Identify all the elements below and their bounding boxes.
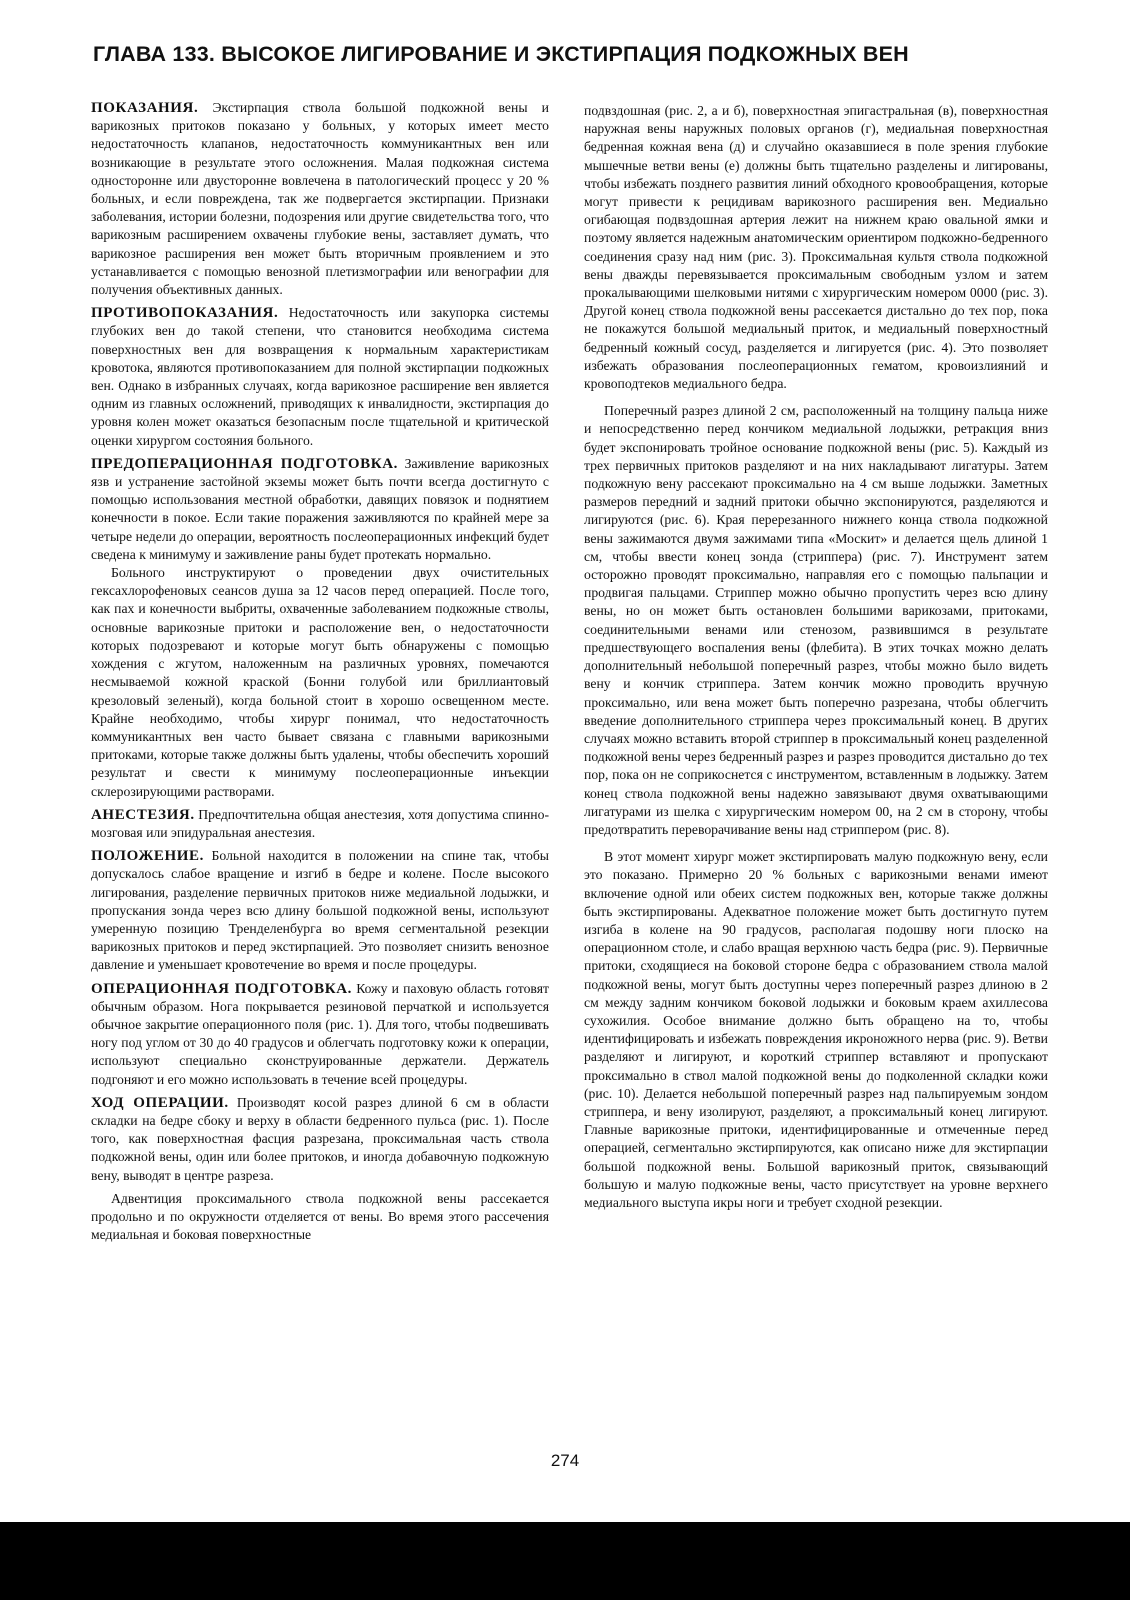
left-column bbox=[91, 99, 549, 1249]
op-prep-text: Кожу и паховую область готовят обычным образом. Нога покрывается резиновой перчаткой и используется обычное закрытие операционного поля (рис. 1). Для того, чтобы подвешивать ногу под углом от 30 до 40 градусов и облегчать подготовку кожи к операции, используют специально сконструированные держатели. Держатель подгоняют и его можно использовать в течение всей процедуры. bbox=[91, 980, 549, 1087]
right-column bbox=[584, 102, 1048, 1217]
preop-paragraph bbox=[91, 455, 549, 564]
procedure-heading: ХОД ОПЕРАЦИИ. bbox=[91, 1094, 229, 1111]
right-paragraph-3: В этот момент хирург может экстирпировать малую подкожную вену, если это показано. Примерно 20 % больных с варикозными венами имеют включение одной или обеих систем подкожных вен, которые также должны быть экстирпированы. Адекватное положение может быть достигнуто путем изгиба в колене на 90 градусов, располагая подошву ноги плоско на операционном столе, и слабо вращая верхнюю часть бедра (рис. 9). Первичные притоки, сходящиеся на боковой стороне бедра с образованием ствола малой подкожной вены, могут быть доступны через поперечный разрез длиною в 2 см между задним кончиком боковой лодыжки и боковым краем ахиллесова сухожилия. Особое внимание должно быть обращено на то, чтобы идентифицировать и избежать повреждения икроножного нерва (рис. 9). Ветви разделяют и лигируют, и короткий стриппер вставляют и пропускают проксимально в ствол малой подкожной вены до подколенной складки кожи (рис. 10). Делается небольшой поперечный разрез над пальпируемым зондом стриппера, и вену изолируют, разделяют, а проксимальный конец лигируют. Главные варикозные притоки, идентифицированные и отмеченные перед операцией, сегментально экстирпируются, как описано ниже для экстирпации большой подкожной вены. Большой варикозный приток, связывающий большую и малую подкожные вены, часто присутствует на уровне верхнего медиального выступа икры ноги и требует сходной резекции. bbox=[584, 849, 1048, 1210]
indications-heading: ПОКАЗАНИЯ. bbox=[91, 100, 199, 116]
page-number: 274 bbox=[550, 1451, 580, 1470]
right-paragraph-2: Поперечный разрез длиной 2 см, расположенный на толщину пальца ниже и непосредственно перед кончиком медиальной лодыжки, ретракция вниз будет экспонировать тройное основание подкожной вены (рис. 5). Каждый из трех первичных притоков разделяют и на них накладывают лигатуры. Затем подкожную вену рассекают проксимально на 4 см выше лодыжки. Заметных размеров передний и задний притоки обычно экспонируются, разделяются и лигируются (рис. 6). Края перерезанного нижнего конца ствола подкожной вены зажимаются двумя зажимами типа «Москит» и делается щель длиной 1 см, чтобы ввести конец зонда (стриппера) (рис. 7). Инструмент затем осторожно проводят проксимально, направляя его с помощью пальпации и продвигая пальцами. Стриппер можно обычно пропустить через всю длину вены, но он может быть остановлен большими варикозами, притоками, соединительными венами или стенозом, развившимся в результате предшествующего воспаления вены (флебита). В этих точках можно делать дополнительный небольшой поперечный разрез, чтобы можно было видеть вену и кончик стриппера. Затем кончик можно проводить вручную проксимально, или вена может быть поперечно разрезана, чтобы облегчить введение дополнительного стриппера через проксимальный конец. В других случаях можно вставить второй стриппер в проксимальный конец разделенной подкожной вены через бедренный разрез и разрез проводится дистально до тех пор, пока он не соприкоснется с инструментом, вставленным в лодыжку. Затем конец ствола подкожной вены надежно завязывают двумя охватывающими лигатурами из шелка с хирургическим номером 00, на 2 см в сторону, чтобы предотвратить переворачивание вены над стриппером (рис. 8). bbox=[584, 403, 1048, 837]
procedure-paragraph bbox=[91, 1094, 549, 1185]
preop-paragraph-2: Больного инструктируют о проведении двух очистительных гексахлорофеновых сеансов душа за 12 часов перед операцией. После того, как пах и конечности выбриты, охваченные заболеванием подкожные стволы, основные варикозные притоки и расположение вен, о недостаточности которых подозревают и которые могут быть обнаружены с помощью хождения с жгутом, наложенным на различных уровнях, помечаются несмываемой кожной краской (Бонни голубой или бриллиантовый крезоловый зеленый), когда больной стоит в хорошо освещенном месте. Крайне необходимо, чтобы хирург понимал, что недостаточность коммуникантных вен часто бывает связана с главными варикозными притоками, которые также должны быть удалены, чтобы обеспечить хороший результат и свести к минимуму послеоперационные инъекции склерозирующими растворами. bbox=[91, 565, 549, 799]
position-heading: ПОЛОЖЕНИЕ. bbox=[91, 848, 204, 865]
indications-text: Экстирпация ствола большой подкожной вены и варикозных притоков показано у больных, у которых имеет место недостаточность клапанов, недостаточность коммуникантных вен или возникающие в результате этого осложнения. Малая подкожная система односторонне или двусторонне вовлечена в патологический процесс у 20 % больных, и если повреждена, так же подвергается экстирпации. Признаки заболевания, истории болезни, подозрения или другие свидетельства того, что варикозным расширением охвачены глубокие вены, заставляет думать, что варикозное расширения вен может быть вторичным проявлением и это устанавливается с помощью венозной плетизмографии или венографии для получения объективных данных. bbox=[91, 100, 549, 298]
contraindications-paragraph bbox=[91, 304, 549, 450]
contraindications-heading: ПРОТИВОПОКАЗАНИЯ. bbox=[91, 305, 279, 322]
scan-border-bar bbox=[0, 1522, 1130, 1600]
right-paragraph-1: подвздошная (рис. 2, а и б), поверхностная эпигастральная (в), поверхностная наружная вены наружных половых органов (г), медиальная поверхностная бедренная кожная вена (д) и случайно оказавшиеся в поле зрения глубокие мышечные ветви вены (е) должны быть тщательно разделены и лигированы, чтобы избежать позднего развития линий обходного кровообращения, которые могут привести к рецидивам варикозного расширения вен. Медиально огибающая подвздошная артерия лежит на нижнем краю овальной ямки и поэтому является надежным анатомическим ориентиром подкожно-бедренного соединения сразу над ним (рис. 3). Проксимальная культя ствола подкожной вены дважды перевязывается проксимальным свободным узлом и затем прокалывающими шелковыми нитями с хирургическим номером 0000 (рис. 3). Другой конец ствола подкожной вены рассекается дистально до тех пор, пока не покажутся большой медиальный приток, и медиальный поверхностный бедренный кожный сосуд, разделяется и лигируется (рис. 4). Это позволяет избежать образования послеоперационных гематом, кровоизлияний и кровоподтеков медиального бедра. bbox=[584, 103, 1048, 392]
preop-text: Заживление варикозных язв и устранение застойной экземы может быть почти всегда достигнуто с помощью использования местной обработки, давящих повязок и поднятием конечности в покое. Если такие поражения заживляются по крайней мере за четыре недели до операции, вероятность послеоперационных инфекций будет сведена к минимуму и заживление раны будет протекать нормально. bbox=[91, 455, 549, 562]
contraindications-text: Недостаточность или закупорка системы глубоких вен до такой степени, что становится необходима система поверхностных вен для возвращения к нормальным характеристикам кровотока, являются противопоказанием для полной экстирпации подкожных вен. Однако в избранных случаях, когда варикозное расширение вен является одним из главных осложнений, приводящих к инвалидности, экстирпация до уровня колен может оказаться безопасным после тщательной и критической оценки хирургом состояния больного. bbox=[91, 305, 549, 448]
procedure-text: Производят косой разрез длиной 6 см в области складки на бедре сбоку и верху в области бедренного пульса (рис. 1). После того, как поверхностная фасция разрезана, проксимальная часть ствола подкожной вены, один или более притоков, и иногда добавочную подкожную вену, выводят в центре разреза. bbox=[91, 1094, 549, 1183]
chapter-title: ГЛАВА 133. ВЫСОКОЕ ЛИГИРОВАНИЕ И ЭКСТИРПАЦИЯ ПОДКОЖНЫХ ВЕН bbox=[93, 42, 909, 66]
anesthesia-paragraph bbox=[91, 806, 549, 842]
anesthesia-text: Предпочтительна общая анестезия, хотя допустима спинно-мозговая или эпидуральная анестезия. bbox=[91, 806, 550, 840]
anesthesia-heading: АНЕСТЕЗИЯ. bbox=[91, 806, 195, 823]
position-text: Больной находится в положении на спине так, чтобы допускалось слабое вращение и изгиб в бедре и колене. После высокого лигирования, разделение первичных притоков ниже медиальной лодыжки, и пропускания зонда через всю длину большой подкожной вены, используют умеренную позицию Тренделенбурга во время сегментальной резекции варикозных притоков и перед экстирпацией. Это позволяет снизить венозное давление и уменьшает кровотечение во время и после процедуры. bbox=[91, 848, 549, 973]
preop-heading: ПРЕДОПЕРАЦИОННАЯ ПОДГОТОВКА. bbox=[91, 455, 399, 472]
op-prep-heading: ОПЕРАЦИОННАЯ ПОДГОТОВКА. bbox=[91, 980, 353, 997]
position-paragraph bbox=[91, 847, 549, 974]
indications-paragraph bbox=[91, 99, 549, 299]
op-prep-paragraph bbox=[91, 980, 549, 1089]
procedure-paragraph-2: Адвентиция проксимального ствола подкожной вены рассекается продольно и по окружности отделяется от вены. Во время этого рассечения медиальная и боковая поверхностные bbox=[91, 1190, 549, 1243]
